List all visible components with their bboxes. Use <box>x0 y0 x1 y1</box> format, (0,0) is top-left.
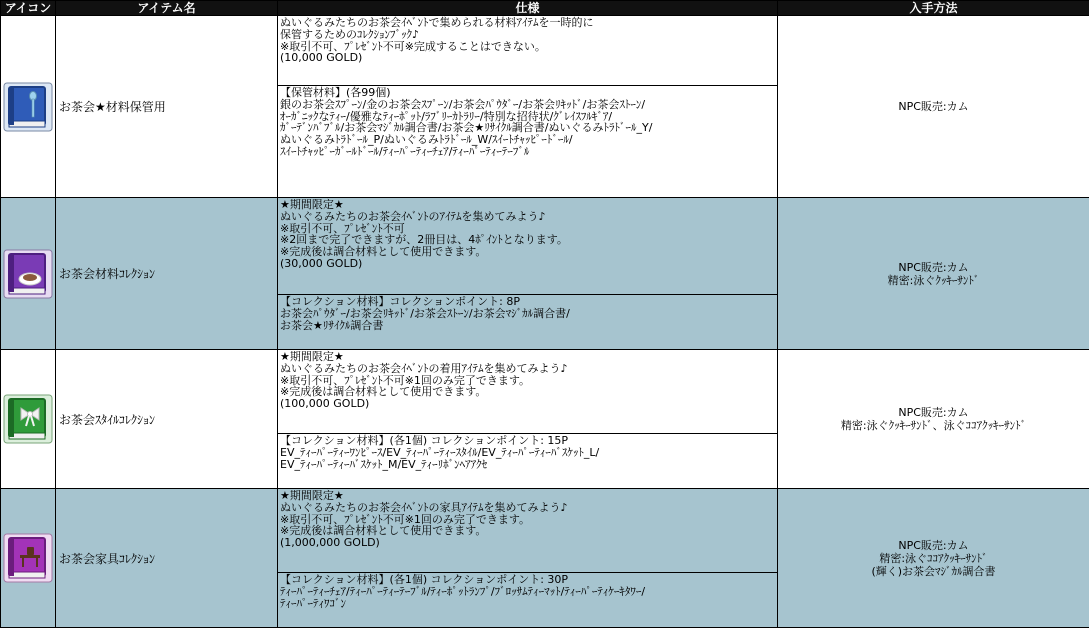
blue-book-spoon-icon <box>3 82 53 132</box>
item-spec-materials: 【保管材料】(各99個) 銀のお茶会ｽﾌﾟｰﾝ/金のお茶会ｽﾌﾟｰﾝ/お茶会ﾊﾟｳﾀﾞｰ/お茶会ﾘｷｯﾄﾞ/お茶会ｽﾄｰﾝ/ ｵｰｶﾞﾆｯｸなﾃｨｰ/優雅なﾃｨｰﾎﾟｯﾄ/ﾗﾌﾞﾘｰｶﾄﾗﾘｰ/特別な招待状/ｸﾞﾚｲｽﾌﾙｷﾞｱ/ ｶﾞｰﾃﾞﾝﾊﾞﾌﾞﾙ/お茶会ﾏｼﾞｶﾙ調合書/お茶会★ﾘｻｲｸﾙ調合書/ぬいぐるみﾄﾗﾄﾞｰﾙ_Y/ ぬいぐるみﾄﾗﾄﾞｰﾙ_P/ぬいぐるみﾄﾗﾄﾞｰﾙ_W/ｽｲｰﾄﾁｬｯﾋﾟｰﾄﾞｰﾙ/ ｽｲｰﾄﾁｬｯﾋﾟｰｶﾞｰﾙﾄﾞｰﾙ/ﾃｨｰﾊﾟｰﾃｨｰﾁｪｱ/ﾃｨｰﾊﾟｰﾃｨｰﾃｰﾌﾞﾙ <box>278 86 778 198</box>
item-acquire: NPC販売:カム <box>778 16 1089 198</box>
item-acquire: NPC販売:カム 精密:泳ぐｸｯｷｰｻﾝﾄﾞ、泳ぐｺｺｱｸｯｷｰｻﾝﾄﾞ <box>778 350 1089 489</box>
item-icon-cell <box>1 16 56 198</box>
item-name: お茶会★材料保管用 <box>56 16 278 198</box>
item-spec-description: ★期間限定★ ぬいぐるみたちのお茶会ｲﾍﾞﾝﾄのｱｲﾃﾑを集めてみよう♪ ※取引不可、ﾌﾟﾚｾﾞﾝﾄ不可 ※2回まで完了できますが、2冊目は、4ﾎﾟｲﾝﾄとなります。 ※完成後は調合材料として使用できます。 (30,000 GOLD) <box>278 198 778 295</box>
item-name: お茶会材料ｺﾚｸｼｮﾝ <box>56 198 278 350</box>
item-name: お茶会ｽﾀｲﾙｺﾚｸｼｮﾝ <box>56 350 278 489</box>
item-name: お茶会家具ｺﾚｸｼｮﾝ <box>56 489 278 628</box>
header-acquire: 入手方法 <box>778 1 1089 16</box>
header-icon: アイコン <box>1 1 56 16</box>
purple-book-cookie-icon <box>3 249 53 299</box>
item-spec-materials: 【コレクション材料】(各1個) コレクションポイント: 15P EV_ﾃｨｰﾊﾟｰﾃｨｰﾜﾝﾋﾟｰｽ/EV_ﾃｨｰﾊﾟｰﾃｨｰｽﾀｲﾙ/EV_ﾃｨｰﾊﾟｰﾃｨｰﾊﾞｽｹｯﾄ_L/ EV_ﾃｨｰﾊﾟｰﾃｨｰﾊﾞｽｹｯﾄ_M/EV_ﾃｨｰﾘﾎﾞﾝﾍｱｱｸｾ <box>278 434 778 489</box>
table-row <box>1 198 1089 295</box>
item-spec-materials: 【コレクション材料】コレクションポイント: 8P お茶会ﾊﾟｳﾀﾞｰ/お茶会ﾘｷｯﾄﾞ/お茶会ｽﾄｰﾝ/お茶会ﾏｼﾞｶﾙ調合書/ お茶会★ﾘｻｲｸﾙ調合書 <box>278 295 778 350</box>
header-row <box>1 1 1089 16</box>
item-acquire: NPC販売:カム 精密:泳ぐｸｯｷｰｻﾝﾄﾞ <box>778 198 1089 350</box>
item-icon-cell <box>1 489 56 628</box>
green-book-bow-icon <box>3 394 53 444</box>
item-icon-cell <box>1 350 56 489</box>
item-spec-description: ★期間限定★ ぬいぐるみたちのお茶会ｲﾍﾞﾝﾄの家具ｱｲﾃﾑを集めてみよう♪ ※取引不可、ﾌﾟﾚｾﾞﾝﾄ不可※1回のみ完了できます。 ※完成後は調合材料として使用できます。 (1,000,000 GOLD) <box>278 489 778 573</box>
table-row <box>1 16 1089 86</box>
item-icon-cell <box>1 198 56 350</box>
item-spec-description: ぬいぐるみたちのお茶会ｲﾍﾞﾝﾄで集められる材料ｱｲﾃﾑを一時的に 保管するためのｺﾚｸｼｮﾝﾌﾞｯｸ♪ ※取引不可、ﾌﾟﾚｾﾞﾝﾄ不可※完成することはできない。 (10,000 GOLD) <box>278 16 778 86</box>
magenta-book-furniture-icon <box>3 533 53 583</box>
item-spec-description: ★期間限定★ ぬいぐるみたちのお茶会ｲﾍﾞﾝﾄの着用ｱｲﾃﾑを集めてみよう♪ ※取引不可、ﾌﾟﾚｾﾞﾝﾄ不可※1回のみ完了できます。 ※完成後は調合材料として使用できます。 (100,000 GOLD) <box>278 350 778 434</box>
item-acquire: NPC販売:カム 精密:泳ぐｺｺｱｸｯｷｰｻﾝﾄﾞ (輝く)お茶会ﾏｼﾞｶﾙ調合書 <box>778 489 1089 628</box>
header-spec: 仕様 <box>278 1 778 16</box>
item-spec-materials: 【コレクション材料】(各1個) コレクションポイント: 30P ﾃｨｰﾊﾟｰﾃｨｰﾁｪｱ/ﾃｨｰﾊﾟｰﾃｨｰﾃｰﾌﾞﾙ/ﾃｨｰﾎﾟｯﾄﾗﾝﾌﾟ/ﾌﾞﾛｯｻﾑﾃｨｰﾏｯﾄ/ﾃｨｰﾊﾟｰﾃｨｹｰｷﾀﾜｰ/ ﾃｨｰﾊﾟｰﾃｨﾜｺﾞﾝ <box>278 573 778 628</box>
table-row <box>1 489 1089 573</box>
table-row <box>1 350 1089 434</box>
header-name: アイテム名 <box>56 1 278 16</box>
